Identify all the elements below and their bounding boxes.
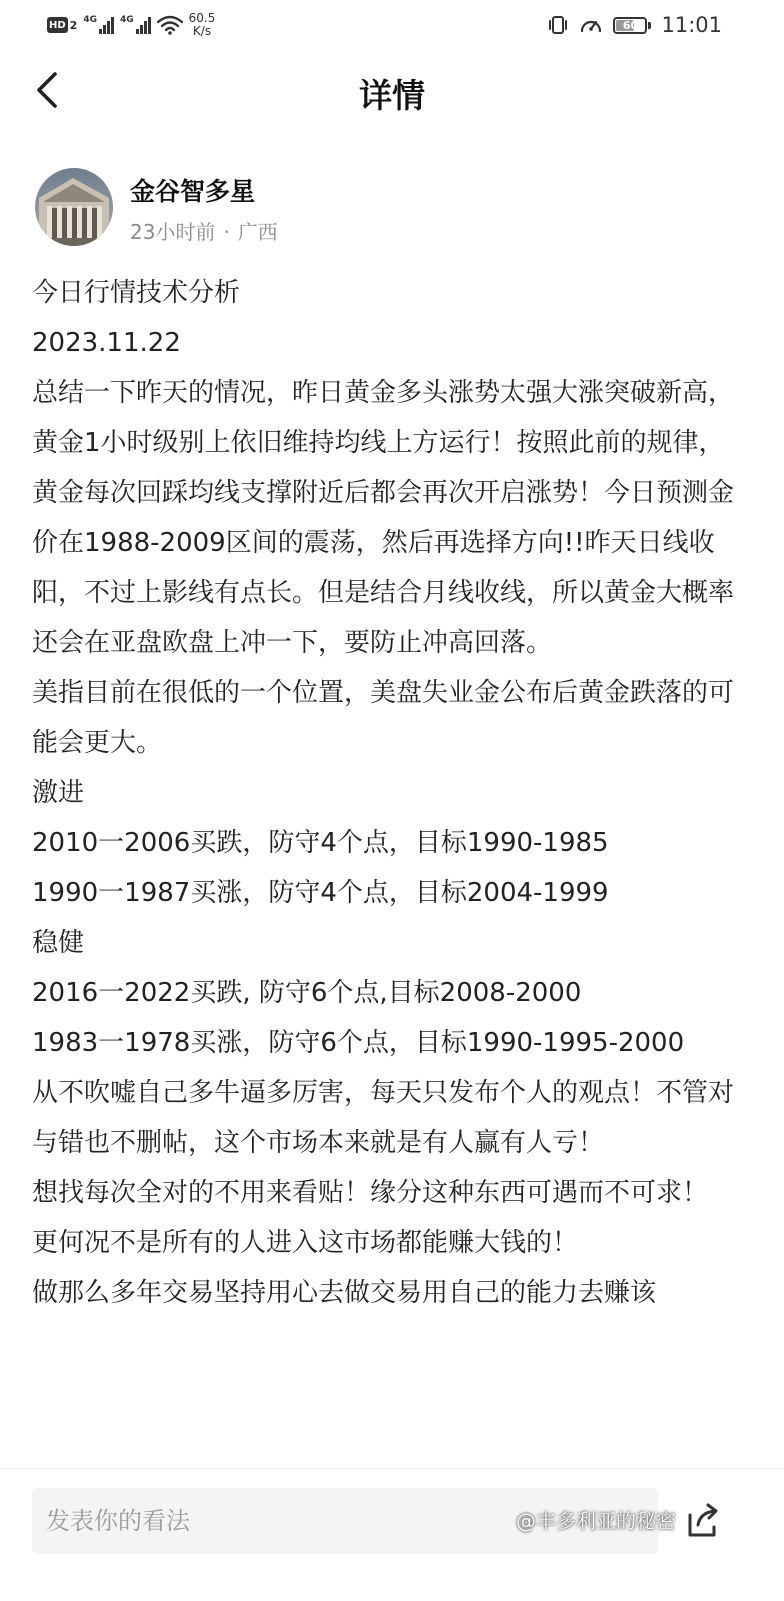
- post-line: 总结一下昨天的情况，昨日黄金多头涨势太强大涨突破新高，黄金1小时级别上依旧维持均线上方运行！按照此前的规律，黄金每次回踩均线支撑附近后都会再次开启涨势！今日预测金价在1988-2009区间的震荡，然后再选择方向!!昨天日线收阳，不过上影线有点长。但是结合月线收线，所以黄金大概率还会在亚盘欧盘上冲一下，要防止冲高回落。: [32, 378, 735, 658]
- post-line: 2010一2006买跌，防守4个点，目标1990-1985: [32, 828, 609, 858]
- post-line: 激进: [32, 778, 85, 808]
- post-line: 更何况不是所有的人进入这市场都能赚大钱的！: [32, 1228, 579, 1258]
- bottom-bar: [0, 1468, 784, 1601]
- wifi-icon: [157, 15, 183, 35]
- post-line: 1983一1978买涨，防守6个点，目标1990-1995-2000: [32, 1028, 685, 1058]
- post-line: 今日行情技术分析: [32, 278, 241, 308]
- post-content: [32, 268, 744, 1463]
- post-line: 做那么多年交易坚持用心去做交易用自己的能力去赚该: [32, 1278, 657, 1308]
- speed-value: 60.5: [188, 11, 216, 25]
- vibrate-icon: [547, 14, 569, 36]
- sim-number: 2: [69, 18, 78, 32]
- clock: 11:01: [661, 13, 722, 37]
- speedometer-icon: [579, 14, 603, 36]
- author-block: [35, 168, 749, 248]
- signal-2-label: 4G: [119, 15, 134, 25]
- post-line: 1990一1987买涨，防守4个点，目标2004-1999: [32, 878, 609, 908]
- signal-1-icon: [83, 16, 114, 34]
- author-meta: [130, 216, 278, 245]
- avatar[interactable]: [35, 168, 113, 246]
- share-button[interactable]: [682, 1499, 726, 1543]
- comment-input[interactable]: [32, 1488, 658, 1554]
- hd-badge: [47, 17, 68, 33]
- post-line: 2016一2022买跌, 防守6个点,目标2008-2000: [32, 978, 582, 1008]
- speed-unit: K/s: [192, 24, 212, 38]
- status-right: [547, 8, 722, 42]
- status-left: [47, 8, 215, 42]
- battery-level: 60: [622, 18, 639, 32]
- watermark: @丰多利亚的秘密: [516, 1509, 676, 1533]
- post-time: 23小时前: [130, 220, 216, 244]
- hd-label: HD: [49, 19, 66, 31]
- post-line: 稳健: [32, 928, 85, 958]
- signal-1-label: 4G: [83, 15, 97, 25]
- post-line: 从不吹嘘自己多牛逼多厉害，每天只发布个人的观点！不管对与错也不删帖，这个市场本来就是有人赢有人亏！: [32, 1078, 735, 1158]
- header: [0, 52, 784, 132]
- post-line: 想找每次全对的不用来看贴！缘分这种东西可遇而不可求！: [32, 1178, 709, 1208]
- page-title: 详情: [359, 76, 425, 115]
- signal-2-icon: [120, 16, 151, 34]
- meta-separator: ·: [223, 220, 230, 244]
- author-name[interactable]: 金谷智多星: [130, 177, 256, 206]
- network-speed: [189, 12, 216, 38]
- status-bar: [0, 0, 784, 50]
- battery-icon: [613, 17, 651, 34]
- share-icon: [684, 1501, 724, 1541]
- post-line: 美指目前在很低的一个位置，美盘失业金公布后黄金跌落的可能会更大。: [32, 678, 735, 758]
- post-location: 广西: [237, 220, 278, 244]
- post-line: 2023.11.22: [32, 328, 181, 358]
